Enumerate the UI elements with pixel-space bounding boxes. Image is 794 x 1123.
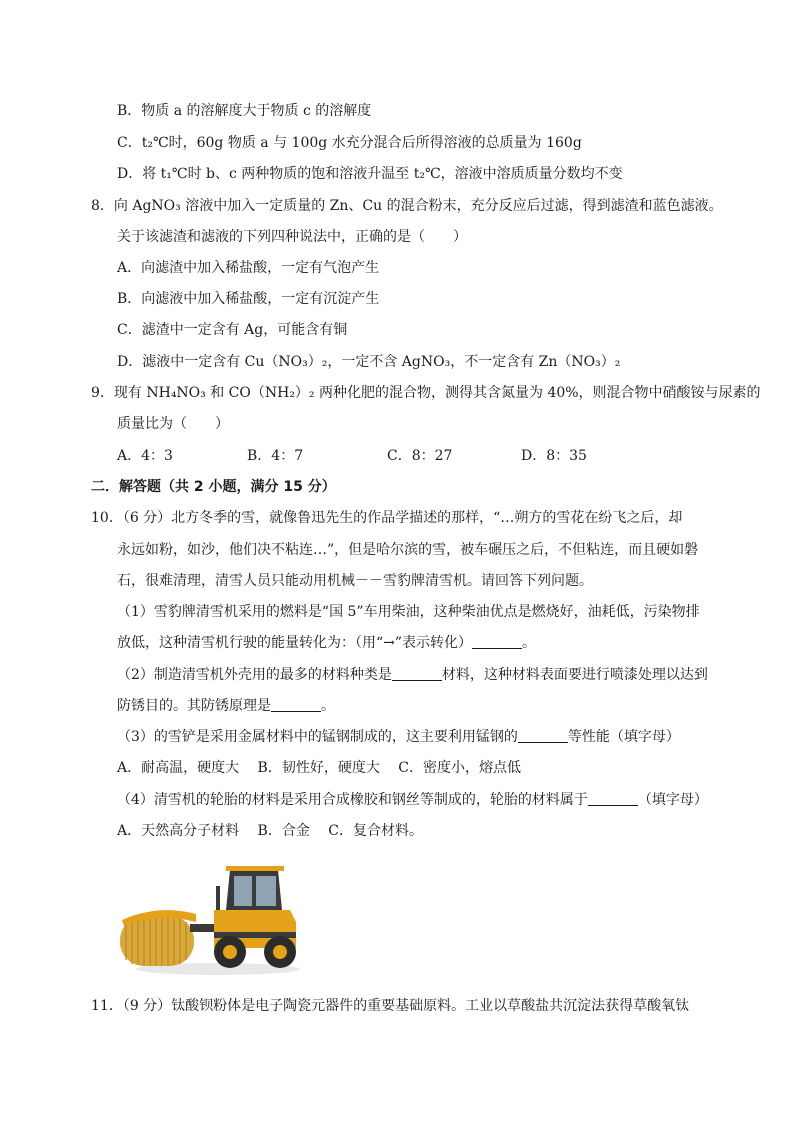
q10-part4-text2: （填字母） <box>637 792 708 808</box>
q10-part2-text1: （2）制造清雪机外壳用的最多的材料种类是 <box>117 667 392 683</box>
answer-blank[interactable] <box>472 634 522 649</box>
q10-part2-text2: 材料，这种材料表面要进行喷漆处理以达到 <box>441 667 708 683</box>
q8-stem-line1: 8．向 AgNO₃ 溶液中加入一定质量的 Zn、Cu 的混合粉末，充分反应后过滤，得到滤渣和蓝色滤液。 <box>91 198 723 214</box>
q10-line3: 石，很难清理，清雪人员只能动用机械－－雪豹牌清雪机。请回答下列问题。 <box>117 573 593 589</box>
q10-part4-options: A．天然高分子材料 B．合金 C．复合材料。 <box>117 823 424 839</box>
q10-part3-line <box>117 727 680 747</box>
q8-stem-line2: 关于该滤渣和滤液的下列四种说法中，正确的是（ ） <box>117 229 467 245</box>
cab-window-left <box>234 876 252 906</box>
section-title: 二．解答题（共 2 小题，满分 15 分） <box>91 479 336 495</box>
q10-part1-line2 <box>117 633 536 653</box>
q9-stem-line1: 9．现有 NH₄NO₃ 和 CO（NH₂）₂ 两种化肥的混合物，测得其含氮量为 40%，则混合物中硝酸铵与尿素的 <box>91 385 761 401</box>
rear-hub <box>273 945 287 959</box>
cab-window-right <box>256 876 276 906</box>
q10-part2-line2 <box>117 696 335 716</box>
snow-plow-image <box>118 852 302 978</box>
q7-option-d: D．将 t₁℃时 b、c 两种物质的饱和溶液升温至 t₂℃，溶液中溶质质量分数均不变 <box>117 166 623 182</box>
q10-part3-text1: （3）的雪铲是采用金属材料中的锰钢制成的，这主要利用锰钢的 <box>117 729 518 745</box>
q10-part2-line1 <box>117 665 708 685</box>
answer-blank[interactable] <box>271 697 321 712</box>
front-hub <box>223 945 237 959</box>
q9-option-b: B．4：7 <box>247 448 304 464</box>
q10-line2: 永远如粉，如沙，他们决不粘连…”，但是哈尔滨的雪，被车碾压之后，不但粘连，而且硬如磐 <box>117 542 699 558</box>
q10-part1-line1: （1）雪豹牌清雪机采用的燃料是“国 5”车用柴油，这种柴油优点是燃烧好，油耗低，污染物排 <box>117 604 700 620</box>
q9-stem-line2: 质量比为（ ） <box>117 416 229 432</box>
cab-roof <box>226 866 284 871</box>
q9-option-c: C．8：27 <box>387 448 453 464</box>
q10-part4-text1: （4）清雪机的轮胎的材料是采用合成橡胶和钢丝等制成的，轮胎的材料属于 <box>117 792 588 808</box>
q7-option-c: C．t₂℃时，60g 物质 a 与 100g 水充分混合后所得溶液的总质量为 160g <box>117 135 582 151</box>
q7-option-b: B．物质 a 的溶解度大于物质 c 的溶解度 <box>117 103 372 119</box>
q10-part2-end: 。 <box>321 698 335 714</box>
q8-option-a: A．向滤渣中加入稀盐酸，一定有气泡产生 <box>117 260 380 276</box>
q10-line1: 10．（6 分）北方冬季的雪，就像鲁迅先生的作品学描述的那样，“…朔方的雪花在纷飞之后，却 <box>91 510 683 526</box>
exhaust-pipe <box>216 886 220 910</box>
q9-option-a: A．4：3 <box>117 448 173 464</box>
q11-line1: 11．（9 分）钛酸钡粉体是电子陶瓷元器件的重要基础原料。工业以草酸盐共沉淀法获得草酸氧钛 <box>91 998 690 1014</box>
q10-part3-text2: 等性能（填字母） <box>567 729 680 745</box>
q8-option-c: C．滤渣中一定含有 Ag，可能含有铜 <box>117 322 348 338</box>
brush-roller <box>120 916 194 966</box>
answer-blank[interactable] <box>392 666 442 681</box>
q8-option-d: D．滤液中一定含有 Cu（NO₃）₂，一定不含 AgNO₃，不一定含有 Zn（NO₃）₂ <box>117 354 621 370</box>
q10-part1-end: 。 <box>522 635 537 651</box>
q10-part3-options: A．耐高温，硬度大 B．韧性好，硬度大 C．密度小，熔点低 <box>117 760 522 776</box>
answer-blank[interactable] <box>518 728 568 743</box>
q10-part1-text: 放低，这种清雪机行驶的能量转化为：（用“→”表示转化） <box>117 635 473 651</box>
snow-plow-illustration <box>118 852 302 978</box>
q10-part4-line <box>117 790 708 810</box>
q8-option-b: B．向滤液中加入稀盐酸，一定有沉淀产生 <box>117 291 380 307</box>
q9-option-d: D．8：35 <box>521 448 587 464</box>
answer-blank[interactable] <box>588 791 638 806</box>
q10-part2-text3: 防锈目的。其防锈原理是 <box>117 698 271 714</box>
